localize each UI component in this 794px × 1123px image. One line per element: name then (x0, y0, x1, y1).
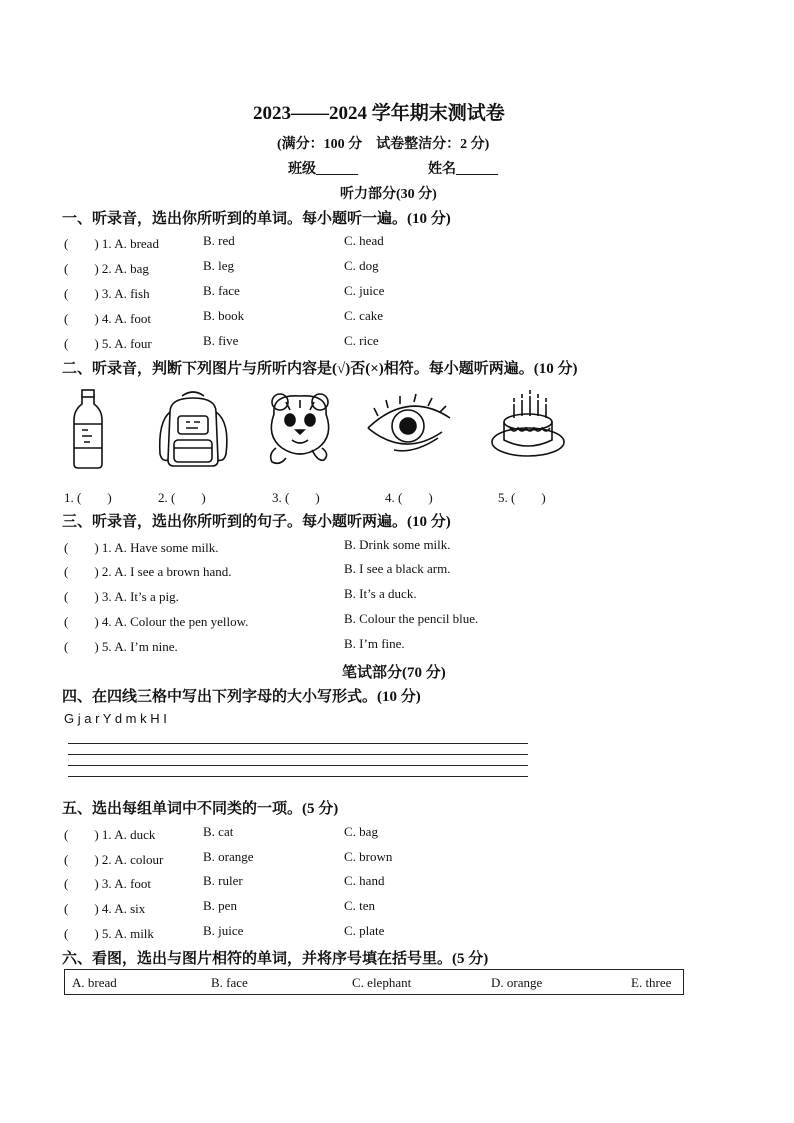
listening-part-title: 听力部分(30 分) (340, 187, 437, 202)
backpack-icon (152, 388, 234, 470)
option-c: C. ten (344, 898, 376, 913)
page-title: 2023——2024 学年期末测试卷 (253, 103, 505, 124)
list-item (0, 873, 794, 893)
option-b: B. five (203, 333, 239, 348)
bottle-icon (70, 388, 106, 470)
picture-answer: 3. ( ) (272, 490, 320, 505)
item-question: ( ) 3. A. foot (64, 876, 152, 891)
option-c: C. dog (344, 258, 379, 273)
item-question: ( ) 1. A. duck (64, 827, 156, 842)
list-item (0, 898, 794, 918)
list-item (0, 923, 794, 943)
letters-prompt: G j a r Y d m k H I (64, 711, 167, 726)
word-option: B. face (211, 975, 248, 990)
option-b: B. orange (203, 849, 254, 864)
item-question: ( ) 4. A. Colour the pen yellow. (64, 614, 249, 629)
picture-answer: 1. ( ) (64, 490, 112, 505)
option-b: B. ruler (203, 873, 243, 888)
tiger-icon (262, 388, 338, 470)
option-c: C. bag (344, 824, 378, 839)
option-c: C. juice (344, 283, 385, 298)
list-item (0, 561, 794, 581)
list-item (0, 308, 794, 328)
class-label: 班级______ (288, 162, 358, 177)
option-b: B. pen (203, 898, 237, 913)
option-b: B. I see a black arm. (344, 561, 451, 576)
option-b: B. cat (203, 824, 234, 839)
option-c: C. plate (344, 923, 385, 938)
section-3-heading: 三、听录音，选出你所听到的句子。每小题听两遍。(10 分) (62, 514, 451, 530)
four-line-grid[interactable] (68, 743, 528, 779)
item-question: ( ) 4. A. six (64, 901, 146, 916)
eye-icon (364, 388, 454, 458)
option-b: B. Colour the pencil blue. (344, 611, 479, 626)
item-question: ( ) 4. A. foot (64, 311, 152, 326)
birthday-cake-icon (490, 388, 566, 460)
item-question: ( ) 5. A. four (64, 336, 152, 351)
picture-answer: 4. ( ) (385, 490, 433, 505)
list-item (0, 258, 794, 278)
option-b: B. book (203, 308, 245, 323)
option-c: C. head (344, 233, 384, 248)
section-2-heading: 二、听录音，判断下列图片与所听内容是(√)否(×)相符。每小题听两遍。(10 分) (62, 361, 578, 377)
list-item (0, 824, 794, 844)
section-6-heading: 六、看图，选出与图片相符的单词，并将序号填在括号里。(5 分) (62, 951, 489, 967)
picture-answer: 2. ( ) (158, 490, 206, 505)
list-item (0, 537, 794, 557)
word-bank-box (64, 969, 684, 995)
list-item (0, 233, 794, 253)
option-b: B. juice (203, 923, 244, 938)
score-info: (满分：100 分 试卷整洁分：2 分) (277, 137, 490, 152)
writing-part-title: 笔试部分(70 分) (342, 665, 446, 681)
item-question: ( ) 5. A. I’m nine. (64, 639, 178, 654)
picture-answer: 5. ( ) (498, 490, 546, 505)
word-option: C. elephant (352, 975, 412, 990)
list-item (0, 333, 794, 353)
word-option: E. three (631, 975, 672, 990)
list-item (0, 611, 794, 631)
item-question: ( ) 3. A. It’s a pig. (64, 589, 179, 604)
item-question: ( ) 3. A. fish (64, 286, 150, 301)
item-question: ( ) 1. A. bread (64, 236, 159, 251)
item-question: ( ) 5. A. milk (64, 926, 154, 941)
word-option: D. orange (491, 975, 543, 990)
list-item (0, 849, 794, 869)
name-label: 姓名______ (428, 162, 498, 177)
option-b: B. It’s a duck. (344, 586, 417, 601)
option-b: B. Drink some milk. (344, 537, 451, 552)
option-c: C. rice (344, 333, 379, 348)
item-question: ( ) 2. A. bag (64, 261, 149, 276)
word-option: A. bread (72, 975, 117, 990)
item-question: ( ) 1. A. Have some milk. (64, 540, 219, 555)
option-c: C. hand (344, 873, 385, 888)
list-item (0, 636, 794, 656)
option-c: C. cake (344, 308, 383, 323)
option-b: B. red (203, 233, 235, 248)
section-1-heading: 一、听录音，选出你所听到的单词。每小题听一遍。(10 分) (62, 211, 451, 227)
option-b: B. leg (203, 258, 235, 273)
list-item (0, 283, 794, 303)
list-item (0, 586, 794, 606)
section-4-heading: 四、在四线三格中写出下列字母的大小写形式。(10 分) (62, 689, 421, 705)
option-b: B. I’m fine. (344, 636, 405, 651)
option-c: C. brown (344, 849, 393, 864)
option-b: B. face (203, 283, 240, 298)
item-question: ( ) 2. A. I see a brown hand. (64, 564, 232, 579)
item-question: ( ) 2. A. colour (64, 852, 164, 867)
section-5-heading: 五、选出每组单词中不同类的一项。(5 分) (62, 801, 339, 817)
